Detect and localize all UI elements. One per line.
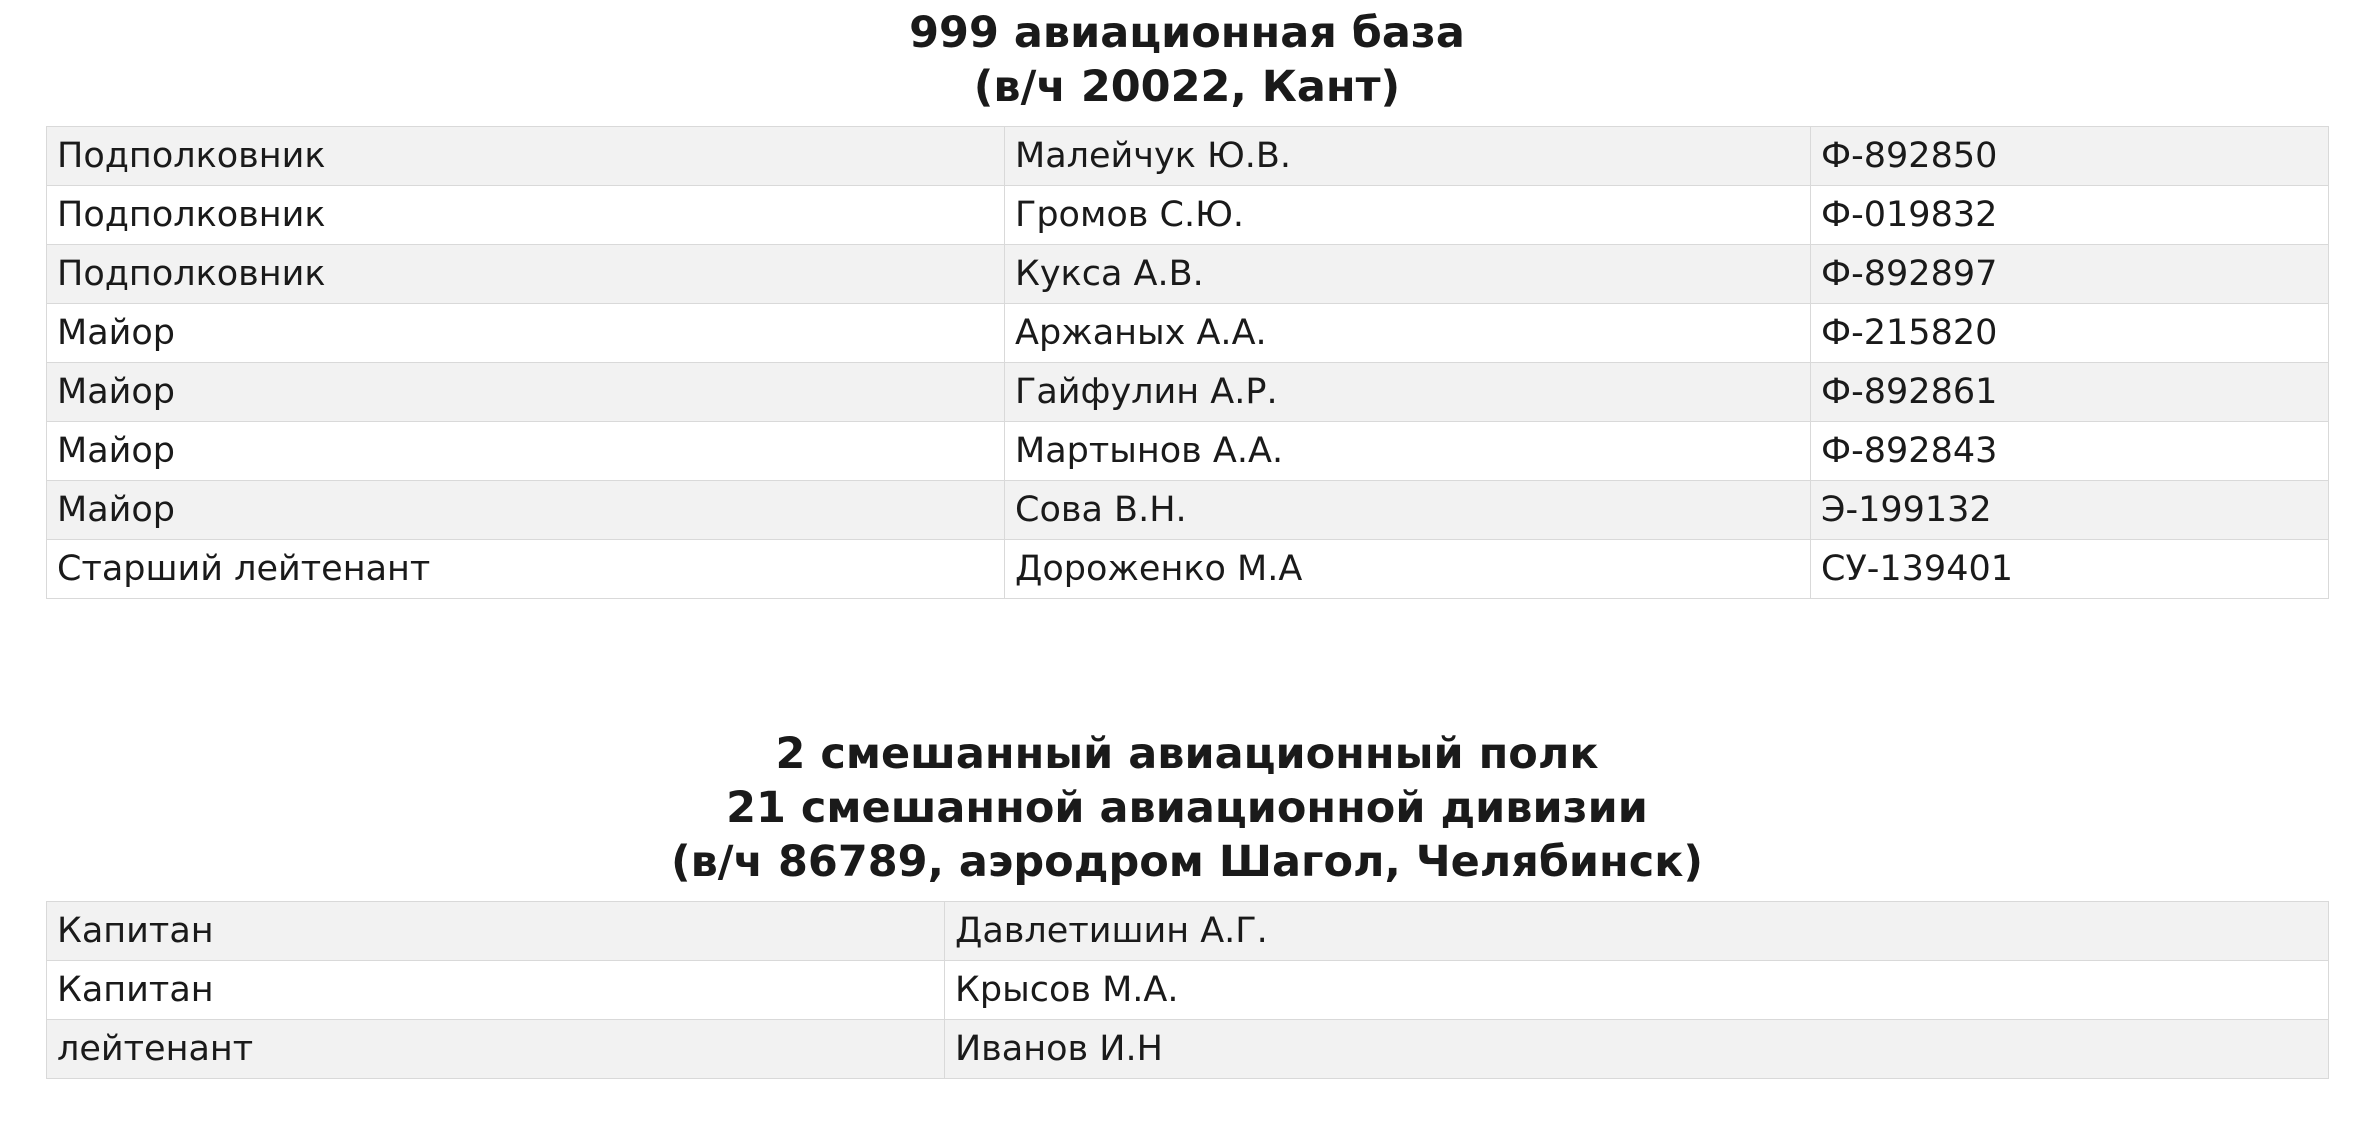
table-row bbox=[47, 481, 2329, 540]
rank-cell: Капитан bbox=[47, 961, 945, 1020]
table-row bbox=[47, 304, 2329, 363]
rank-cell: Подполковник bbox=[47, 186, 1005, 245]
personnel-table bbox=[46, 901, 2329, 1079]
table-row bbox=[47, 902, 2329, 961]
section-aviation-base bbox=[46, 0, 2328, 599]
table-row bbox=[47, 127, 2329, 186]
rank-cell: Подполковник bbox=[47, 127, 1005, 186]
id-cell: Ф-892897 bbox=[1811, 245, 2329, 304]
name-cell: Сова В.Н. bbox=[1005, 481, 1811, 540]
name-cell: Гайфулин А.Р. bbox=[1005, 363, 1811, 422]
table-row bbox=[47, 186, 2329, 245]
rank-cell: Майор bbox=[47, 481, 1005, 540]
title-line: 21 смешанной авиационной дивизии bbox=[726, 783, 1648, 833]
rank-cell: Подполковник bbox=[47, 245, 1005, 304]
id-cell: Ф-892843 bbox=[1811, 422, 2329, 481]
rank-cell: Майор bbox=[47, 363, 1005, 422]
section-title bbox=[46, 727, 2328, 889]
name-cell: Кукса А.В. bbox=[1005, 245, 1811, 304]
id-cell: Ф-215820 bbox=[1811, 304, 2329, 363]
id-cell: Ф-892861 bbox=[1811, 363, 2329, 422]
table-row bbox=[47, 245, 2329, 304]
title-line: 2 смешанный авиационный полк bbox=[775, 729, 1599, 779]
id-cell: СУ-139401 bbox=[1811, 540, 2329, 599]
id-cell: Э-199132 bbox=[1811, 481, 2329, 540]
table-row bbox=[47, 540, 2329, 599]
id-cell: Ф-892850 bbox=[1811, 127, 2329, 186]
rank-cell: Майор bbox=[47, 304, 1005, 363]
personnel-table bbox=[46, 126, 2329, 599]
section-title bbox=[46, 6, 2328, 114]
name-cell: Мартынов А.А. bbox=[1005, 422, 1811, 481]
name-cell: Иванов И.Н bbox=[945, 1020, 2329, 1079]
title-line: (в/ч 20022, Кант) bbox=[973, 62, 1401, 112]
rank-cell: лейтенант bbox=[47, 1020, 945, 1079]
id-cell: Ф-019832 bbox=[1811, 186, 2329, 245]
name-cell: Крысов М.А. bbox=[945, 961, 2329, 1020]
title-line: 999 авиационная база bbox=[909, 8, 1465, 58]
rank-cell: Капитан bbox=[47, 902, 945, 961]
name-cell: Давлетишин А.Г. bbox=[945, 902, 2329, 961]
table-row bbox=[47, 422, 2329, 481]
name-cell: Дороженко М.А bbox=[1005, 540, 1811, 599]
title-line: (в/ч 86789, аэродром Шагол, Челябинск) bbox=[670, 837, 1704, 887]
table-row bbox=[47, 1020, 2329, 1079]
table-row bbox=[47, 961, 2329, 1020]
table-row bbox=[47, 363, 2329, 422]
rank-cell: Майор bbox=[47, 422, 1005, 481]
name-cell: Громов С.Ю. bbox=[1005, 186, 1811, 245]
name-cell: Аржаных А.А. bbox=[1005, 304, 1811, 363]
rank-cell: Старший лейтенант bbox=[47, 540, 1005, 599]
name-cell: Малейчук Ю.В. bbox=[1005, 127, 1811, 186]
section-aviation-regiment bbox=[46, 727, 2328, 1079]
